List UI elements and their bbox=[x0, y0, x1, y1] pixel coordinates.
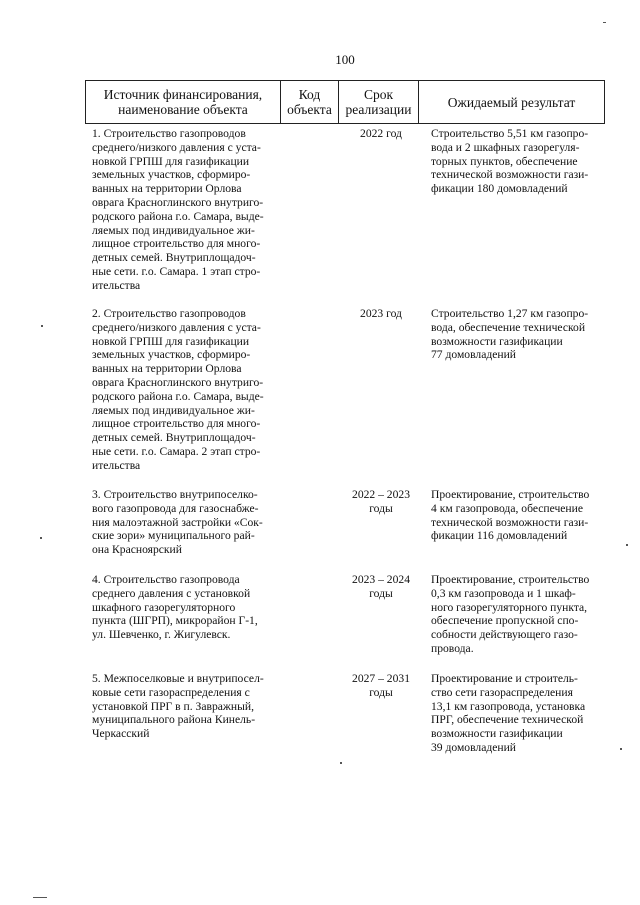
row-term: 2023 год bbox=[360, 307, 402, 320]
row-term: 2022 – 2023 годы bbox=[352, 488, 410, 515]
table-row bbox=[85, 127, 605, 293]
scan-dot bbox=[603, 22, 606, 23]
header-source-label: Источник финансирования, наименование объекта bbox=[103, 87, 263, 117]
scan-dash bbox=[33, 897, 47, 898]
row-source: 2. Строительство газопроводов среднего/низкого давления с уста- новкой ГРПШ для газификации земельных участков, сформиро- ванных на территории Орлова оврага Красноглинского внутриго- родского района г.о. Самара, выде- ляемых под индивидуальное жи- лищное строительство для много- детных семей. Внутриплощадоч- ные сети. г.о. Самара. 2 этап стро- ительства bbox=[92, 307, 264, 472]
row-code bbox=[280, 307, 338, 473]
scan-dot bbox=[340, 762, 342, 764]
row-result: Строительство 5,51 км газопро- вода и 2 шкафных газорегуля- торных пунктов, обеспечение технической возможности гази- фикации 180 домовладений bbox=[431, 127, 589, 196]
scan-dot bbox=[620, 748, 622, 750]
financing-table bbox=[85, 80, 605, 754]
scan-dot bbox=[40, 537, 42, 539]
row-result: Строительство 1,27 км газопро- вода, обеспечение технической возможности газификации 77 домовладений bbox=[431, 307, 589, 362]
row-source: 3. Строительство внутрипоселко- вого газопровода для газоснабже- ния малоэтажной застройки «Сок- ские зори» муниципального рай- она Красноярский bbox=[92, 488, 263, 557]
table-row bbox=[85, 672, 605, 755]
header-result-label: Ожидаемый результат bbox=[447, 94, 576, 110]
header-term-label: Срок реализации bbox=[345, 87, 412, 117]
row-result: Проектирование, строительство 4 км газопровода, обеспечение технической возможности гази- фикации 116 домовладений bbox=[431, 488, 590, 543]
row-code bbox=[280, 672, 338, 755]
table-row bbox=[85, 573, 605, 656]
row-code bbox=[280, 127, 338, 293]
row-code bbox=[280, 488, 338, 557]
table-row bbox=[85, 488, 605, 557]
table-row bbox=[85, 307, 605, 473]
row-source: 4. Строительство газопровода среднего давления с установкой шкафного газорегуляторного пункта (ШГРП), микрорайон Г-1, ул. Шевченко, г. Жигулевск. bbox=[92, 573, 258, 642]
row-term: 2023 – 2024 годы bbox=[352, 573, 410, 600]
header-result bbox=[418, 81, 605, 123]
header-term bbox=[338, 81, 418, 123]
header-source bbox=[85, 81, 280, 123]
row-result: Проектирование, строительство 0,3 км газопровода и 1 шкаф- ного газорегуляторного пункта, обеспечение пропускной спо- собности действующего газо- провода. bbox=[431, 573, 590, 655]
scan-dot bbox=[41, 325, 43, 327]
scan-dot bbox=[626, 544, 628, 546]
header-code-label: Код объекта bbox=[287, 87, 332, 117]
row-source: 1. Строительство газопроводов среднего/низкого давления с уста- новкой ГРПШ для газификации земельных участков, сформиро- ванных на территории Орлова оврага Красноглинского внутриго- родского района г.о. Самара, выде- ляемых под индивидуальное жи- лищное строительство для много- детных семей. Внутриплощадоч- ные сети. г.о. Самара. 1 этап стро- ительства bbox=[92, 127, 264, 292]
row-term: 2022 год bbox=[360, 127, 402, 140]
row-source: 5. Межпоселковые и внутрипосел- ковые сети газораспределения с установкой ПРГ в п. Завражный, муниципального района Кинель- Черкасский bbox=[92, 672, 264, 741]
header-code bbox=[280, 81, 338, 123]
table-header-row bbox=[85, 80, 605, 124]
row-term: 2027 – 2031 годы bbox=[352, 672, 410, 699]
page-number: 100 bbox=[335, 52, 355, 67]
row-code bbox=[280, 573, 338, 656]
row-result: Проектирование и строитель- ство сети газораспределения 13,1 км газопровода, установка ПРГ, обеспечение технической возможности газификации 39 домовладений bbox=[431, 672, 586, 754]
